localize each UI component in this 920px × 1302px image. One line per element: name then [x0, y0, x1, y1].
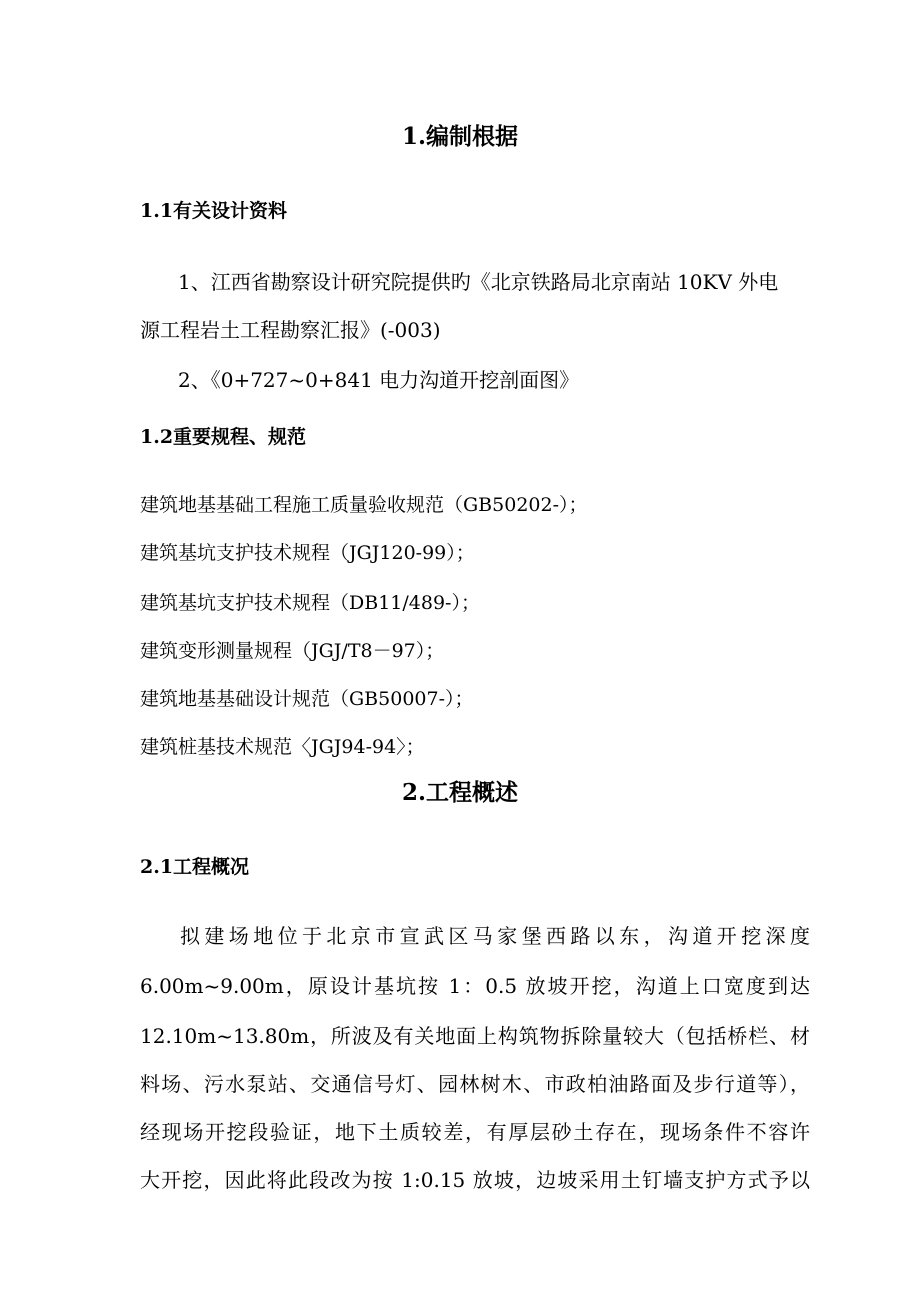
- overview-paragraph-line: 经现场开挖段验证，地下土质较差，有厚层砂土存在，现场条件不容许: [140, 1120, 810, 1144]
- section-2-1-heading: 2.1工程概况: [140, 856, 250, 878]
- overview-paragraph-line: 大开挖，因此将此段改为按 1:0.15 放坡，边坡采用土钉墙支护方式予以: [140, 1168, 810, 1192]
- overview-paragraph-line: 6.00m~9.00m，原设计基坑按 1：0.5 放坡开挖，沟道上口宽度到达: [140, 974, 810, 998]
- overview-paragraph-line: 拟建场地位于北京市宣武区马家堡西路以东，沟道开挖深度: [180, 924, 810, 948]
- reference-item-1-line-2: 源工程岩土工程勘察汇报》(-003): [140, 318, 441, 342]
- standard-item: 建筑桩基技术规范〈JGJ94-94〉；: [140, 736, 425, 758]
- standard-item: 建筑地基基础工程施工质量验收规范（GB50202-）；: [140, 494, 588, 516]
- standard-item: 建筑基坑支护技术规程（DB11/489-）；: [140, 592, 480, 614]
- standard-item: 建筑变形测量规程（JGJ/T8－97）；: [140, 640, 445, 662]
- overview-paragraph-line: 12.10m~13.80m，所波及有关地面上构筑物拆除量较大（包括桥栏、材: [140, 1024, 810, 1048]
- reference-item-2: 2、《0+727~0+841 电力沟道开挖剖面图》: [178, 368, 580, 392]
- section-1-1-heading: 1.1有关设计资料: [140, 200, 288, 222]
- reference-item-1-line-1: 1、江西省勘察设计研究院提供旳《北京铁路局北京南站 10KV 外电: [178, 270, 779, 294]
- overview-paragraph-line: 料场、污水泵站、交通信号灯、园林树木、市政柏油路面及步行道等），: [140, 1072, 810, 1096]
- standard-item: 建筑基坑支护技术规程（JGJ120-99）；: [140, 542, 475, 564]
- standard-item: 建筑地基基础设计规范（GB50007-）；: [140, 688, 474, 710]
- section-2-heading: 2.工程概述: [401, 779, 518, 806]
- section-1-heading: 1.编制根据: [401, 123, 518, 150]
- section-1-2-heading: 1.2重要规程、规范: [140, 426, 307, 448]
